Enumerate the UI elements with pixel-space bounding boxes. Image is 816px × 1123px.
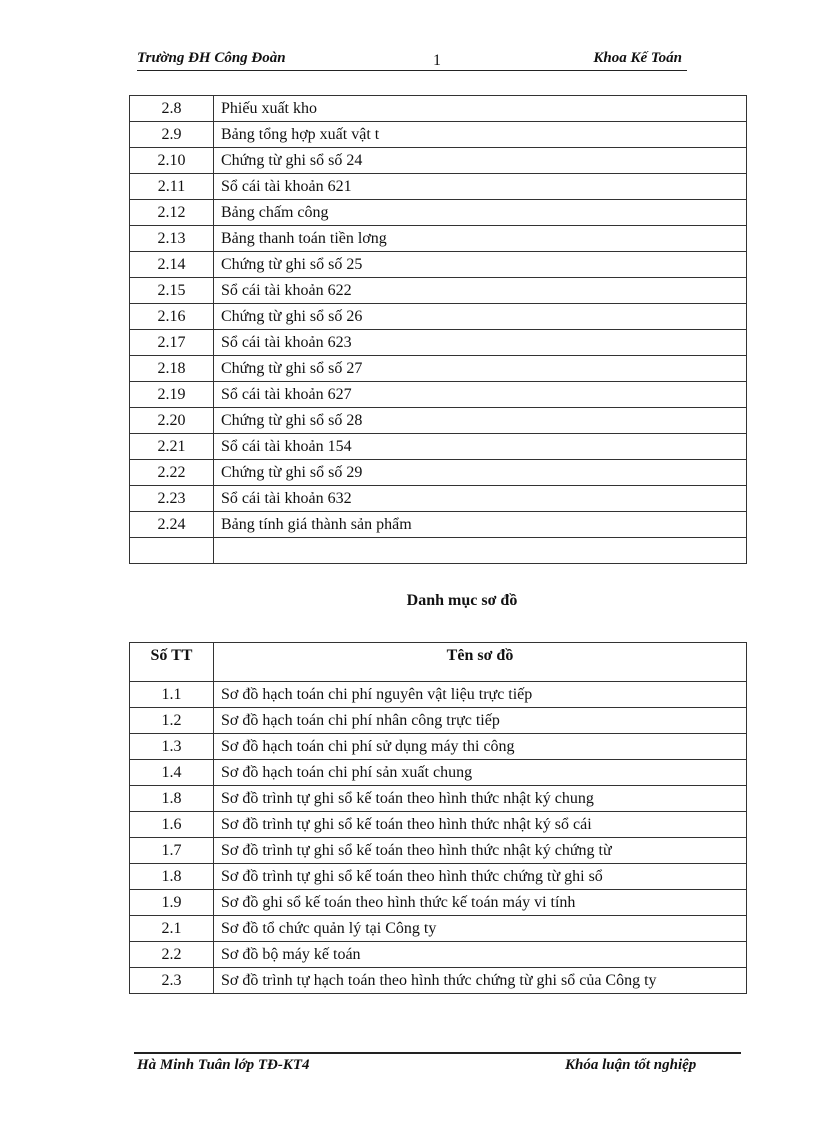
row-title: Sơ đồ trình tự hạch toán theo hình thức chứng từ ghi sổ của Công ty xyxy=(214,968,747,994)
header-num: Số TT xyxy=(130,643,214,682)
row-title: Sơ đồ trình tự ghi sổ kế toán theo hình thức nhật ký chứng từ xyxy=(214,838,747,864)
table-row xyxy=(130,486,747,512)
row-number: 1.6 xyxy=(130,812,214,838)
table-row xyxy=(130,252,747,278)
footer-divider xyxy=(134,1052,741,1054)
row-title: Chứng từ ghi sổ số 26 xyxy=(214,304,747,330)
row-number: 1.9 xyxy=(130,890,214,916)
row-title: Chứng từ ghi sổ số 24 xyxy=(214,148,747,174)
page-header xyxy=(137,48,687,71)
row-number: 1.8 xyxy=(130,864,214,890)
row-number: 2.13 xyxy=(130,226,214,252)
row-title: Sơ đồ hạch toán chi phí sản xuất chung xyxy=(214,760,747,786)
row-number: 2.3 xyxy=(130,968,214,994)
row-title: Sơ đồ hạch toán chi phí nguyên vật liệu trực tiếp xyxy=(214,682,747,708)
row-number: 2.16 xyxy=(130,304,214,330)
table-row xyxy=(130,512,747,538)
footer-author: Hà Minh Tuân lớp TĐ-KT4 xyxy=(137,1057,310,1073)
table-row xyxy=(130,304,747,330)
row-title: Sơ đồ tổ chức quản lý tại Công ty xyxy=(214,916,747,942)
empty-cell xyxy=(130,538,214,564)
row-number: 2.17 xyxy=(130,330,214,356)
table-list-body xyxy=(130,96,747,564)
row-title: Bảng tính giá thành sản phẩm xyxy=(214,512,747,538)
table-row xyxy=(130,812,747,838)
empty-cell xyxy=(214,538,747,564)
row-number: 2.14 xyxy=(130,252,214,278)
table-row xyxy=(130,734,747,760)
row-title: Sổ cái tài khoản 632 xyxy=(214,486,747,512)
row-number: 2.20 xyxy=(130,408,214,434)
table-row xyxy=(130,838,747,864)
table-row xyxy=(130,968,747,994)
table-row xyxy=(130,382,747,408)
page-number: 1 xyxy=(433,52,441,69)
row-title: Bảng tổng hợp xuất vật t xyxy=(214,122,747,148)
row-title: Sơ đồ trình tự ghi sổ kế toán theo hình thức chứng từ ghi sổ xyxy=(214,864,747,890)
row-title: Sổ cái tài khoản 622 xyxy=(214,278,747,304)
table-row xyxy=(130,226,747,252)
row-number: 1.7 xyxy=(130,838,214,864)
section-title: Danh mục sơ đồ xyxy=(406,592,518,609)
school-name: Trường ĐH Công Đoàn xyxy=(137,50,286,66)
row-number: 2.15 xyxy=(130,278,214,304)
row-number: 1.3 xyxy=(130,734,214,760)
empty-row xyxy=(130,538,747,564)
table-row xyxy=(130,174,747,200)
row-number: 2.10 xyxy=(130,148,214,174)
row-title: Chứng từ ghi sổ số 28 xyxy=(214,408,747,434)
row-title: Sổ cái tài khoản 621 xyxy=(214,174,747,200)
row-title: Sơ đồ bộ máy kế toán xyxy=(214,942,747,968)
row-number: 2.11 xyxy=(130,174,214,200)
footer-doc-type: Khóa luận tốt nghiệp xyxy=(565,1057,697,1073)
row-number: 2.22 xyxy=(130,460,214,486)
row-number: 2.19 xyxy=(130,382,214,408)
table-row xyxy=(130,200,747,226)
table-row xyxy=(130,460,747,486)
row-number: 2.8 xyxy=(130,96,214,122)
table-row xyxy=(130,408,747,434)
row-title: Sơ đồ trình tự ghi sổ kế toán theo hình thức nhật ký sổ cái xyxy=(214,812,747,838)
row-number: 1.1 xyxy=(130,682,214,708)
table-row xyxy=(130,96,747,122)
row-number: 1.2 xyxy=(130,708,214,734)
row-title: Sơ đồ hạch toán chi phí nhân công trực tiếp xyxy=(214,708,747,734)
header-name: Tên sơ đồ xyxy=(214,643,747,682)
row-number: 2.12 xyxy=(130,200,214,226)
table-row xyxy=(130,760,747,786)
row-number: 1.4 xyxy=(130,760,214,786)
table-row xyxy=(130,148,747,174)
table-row xyxy=(130,864,747,890)
table-row xyxy=(130,786,747,812)
row-title: Sơ đồ hạch toán chi phí sử dụng máy thi công xyxy=(214,734,747,760)
row-title: Bảng thanh toán tiền lơng xyxy=(214,226,747,252)
row-title: Sổ cái tài khoản 623 xyxy=(214,330,747,356)
table-list-tables xyxy=(129,95,747,564)
table-header-row xyxy=(130,643,747,682)
row-title: Sơ đồ trình tự ghi sổ kế toán theo hình thức nhật ký chung xyxy=(214,786,747,812)
table-row xyxy=(130,916,747,942)
row-number: 2.2 xyxy=(130,942,214,968)
table-row xyxy=(130,942,747,968)
department-name: Khoa Kế Toán xyxy=(593,50,682,66)
row-number: 2.23 xyxy=(130,486,214,512)
row-title: Chứng từ ghi sổ số 27 xyxy=(214,356,747,382)
row-number: 2.9 xyxy=(130,122,214,148)
table-row xyxy=(130,122,747,148)
table-row xyxy=(130,278,747,304)
row-title: Sổ cái tài khoản 627 xyxy=(214,382,747,408)
row-number: 2.18 xyxy=(130,356,214,382)
table-row xyxy=(130,434,747,460)
row-title: Sổ cái tài khoản 154 xyxy=(214,434,747,460)
row-title: Sơ đồ ghi sổ kế toán theo hình thức kế toán máy vi tính xyxy=(214,890,747,916)
diagram-list-body xyxy=(130,682,747,994)
row-number: 2.1 xyxy=(130,916,214,942)
table-row xyxy=(130,890,747,916)
row-title: Phiếu xuất kho xyxy=(214,96,747,122)
table-row xyxy=(130,330,747,356)
row-number: 2.24 xyxy=(130,512,214,538)
table-row xyxy=(130,682,747,708)
row-title: Bảng chấm công xyxy=(214,200,747,226)
table-row xyxy=(130,708,747,734)
row-title: Chứng từ ghi sổ số 29 xyxy=(214,460,747,486)
table-row xyxy=(130,356,747,382)
row-number: 2.21 xyxy=(130,434,214,460)
row-title: Chứng từ ghi sổ số 25 xyxy=(214,252,747,278)
row-number: 1.8 xyxy=(130,786,214,812)
table-list-diagrams xyxy=(129,642,747,994)
